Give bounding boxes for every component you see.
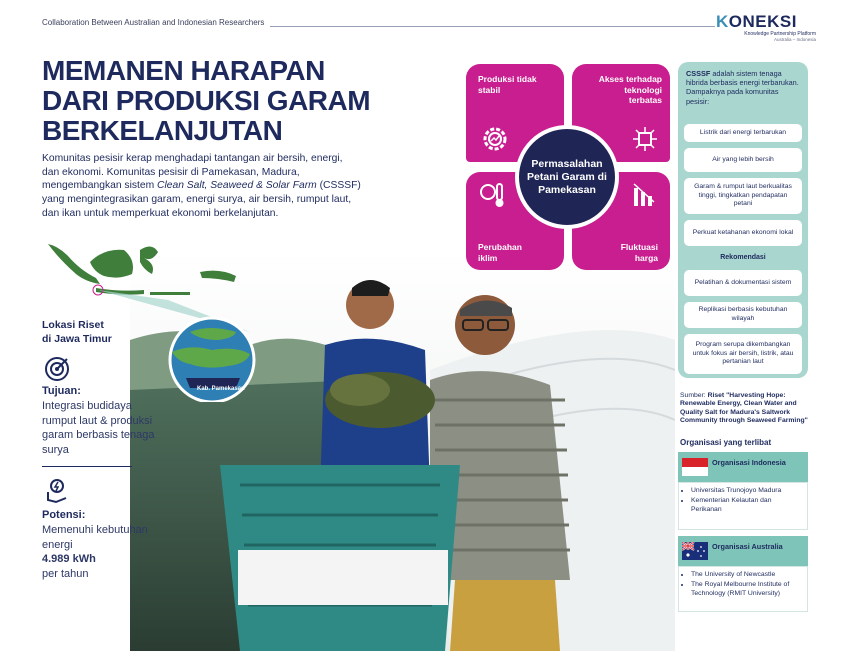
problem-center-circle: Permasalahan Petani Garam di Pamekasan — [515, 125, 619, 229]
bar-decline-icon — [630, 180, 660, 210]
list-item: • The Royal Melbourne Institute of Technology (RMIT University) — [691, 581, 803, 598]
impact-item: Air yang lebih bersih — [684, 148, 802, 172]
csssf-description: CSSSF adalah sistem tenaga hibrida berbasis energi terbarukan. Dampaknya pada komunitas pesisir: — [686, 69, 799, 106]
impact-item: Perkuat ketahanan ekonomi lokal — [684, 220, 802, 246]
header-note: Collaboration Between Australian and Indonesian Researchers — [42, 18, 265, 27]
indonesia-map — [40, 212, 280, 402]
recommendation-item: Replikasi berbasis kebutuhan wilayah — [684, 302, 802, 328]
list-item: • Kementerian Kelautan dan Perikanan — [691, 497, 803, 514]
tujuan-label: Tujuan: — [42, 385, 81, 397]
issue-unstable-production: Produksi tidak stabil — [466, 64, 564, 162]
australia-flag-icon — [682, 542, 708, 560]
logo-subtagline: Australia – Indonesia — [773, 37, 816, 42]
koneksi-logo[interactable] — [716, 12, 826, 46]
target-icon — [44, 356, 70, 382]
impact-item: Garam & rumput laut berkualitas tinggi, tingkatkan pendapatan petani — [684, 178, 802, 214]
info-divider — [42, 466, 132, 467]
recommendation-item: Pelatihan & dokumentasi sistem — [684, 270, 802, 296]
issue-price-fluctuation: Fluktuasi harga — [572, 172, 670, 270]
indonesia-flag-icon — [682, 458, 708, 476]
hands-energy-icon — [44, 478, 70, 504]
logo-wordmark: KONEKSI — [716, 12, 797, 31]
logo-tagline: Knowledge Partnership Platform — [744, 31, 816, 37]
recommendation-heading: Rekomendasi — [720, 254, 766, 261]
gear-chart-icon — [480, 124, 510, 154]
impact-item: Listrik dari energi terbarukan — [684, 124, 802, 142]
thermometer-icon — [478, 180, 508, 210]
organizations-heading: Organisasi yang terlibat — [680, 438, 772, 447]
list-item: • The University of Newcastle — [691, 571, 803, 579]
kab-pamekasan-label: Kab. Pamekasan — [197, 386, 245, 392]
issue-limited-technology: Akses terhadap teknologi terbatas — [572, 64, 670, 162]
australia-org-list — [678, 566, 808, 612]
potensi-label: Potensi: — [42, 509, 86, 521]
issue-climate-change: Perubahan iklim — [466, 172, 564, 270]
potensi-value: 4.989 kWh — [42, 553, 96, 565]
header-divider — [270, 26, 715, 27]
intro-paragraph: Komunitas pesisir kerap menghadapi tantangan air bersih, energi, dan ekonomi. Komunitas pesisir di Pamekasan, Madura, mengembangkan sistem Clean Salt, Seaweed & Solar Farm (CSSSF) yang mengintegrasikan garam, energi surya, air bersih, rumput laut, dan ikan untuk memperkuat ekonomi berkelanjutan. — [42, 153, 361, 219]
indonesia-org-header: Organisasi Indonesia — [678, 452, 808, 482]
map-location-label: Lokasi Riset di Jawa Timur — [42, 319, 112, 345]
source-citation: Sumber: Riset "Harvesting Hope: Renewable Energy, Clean Water and Quality Salt for Madura's Saltwork Community through Seaweed Farming" — [680, 392, 808, 424]
australia-org-header: Organisasi Australia — [678, 536, 808, 566]
technology-icon — [630, 124, 660, 154]
indonesia-org-list — [678, 482, 808, 530]
recommendation-item: Program serupa dikembangkan untuk fokus air bersih, listrik, atau pertanian laut — [684, 334, 802, 374]
page-title: MEMANEN HARAPAN DARI PRODUKSI GARAM BERKELANJUTAN — [42, 55, 371, 146]
list-item: • Universitas Trunojoyo Madura — [691, 487, 803, 495]
potensi-text: Memenuhi kebutuhan energi 4.989 kWh per tahun — [42, 523, 162, 581]
tujuan-text: Integrasi budidaya rumput laut & produksi garam berbasis tenaga surya — [42, 400, 155, 456]
